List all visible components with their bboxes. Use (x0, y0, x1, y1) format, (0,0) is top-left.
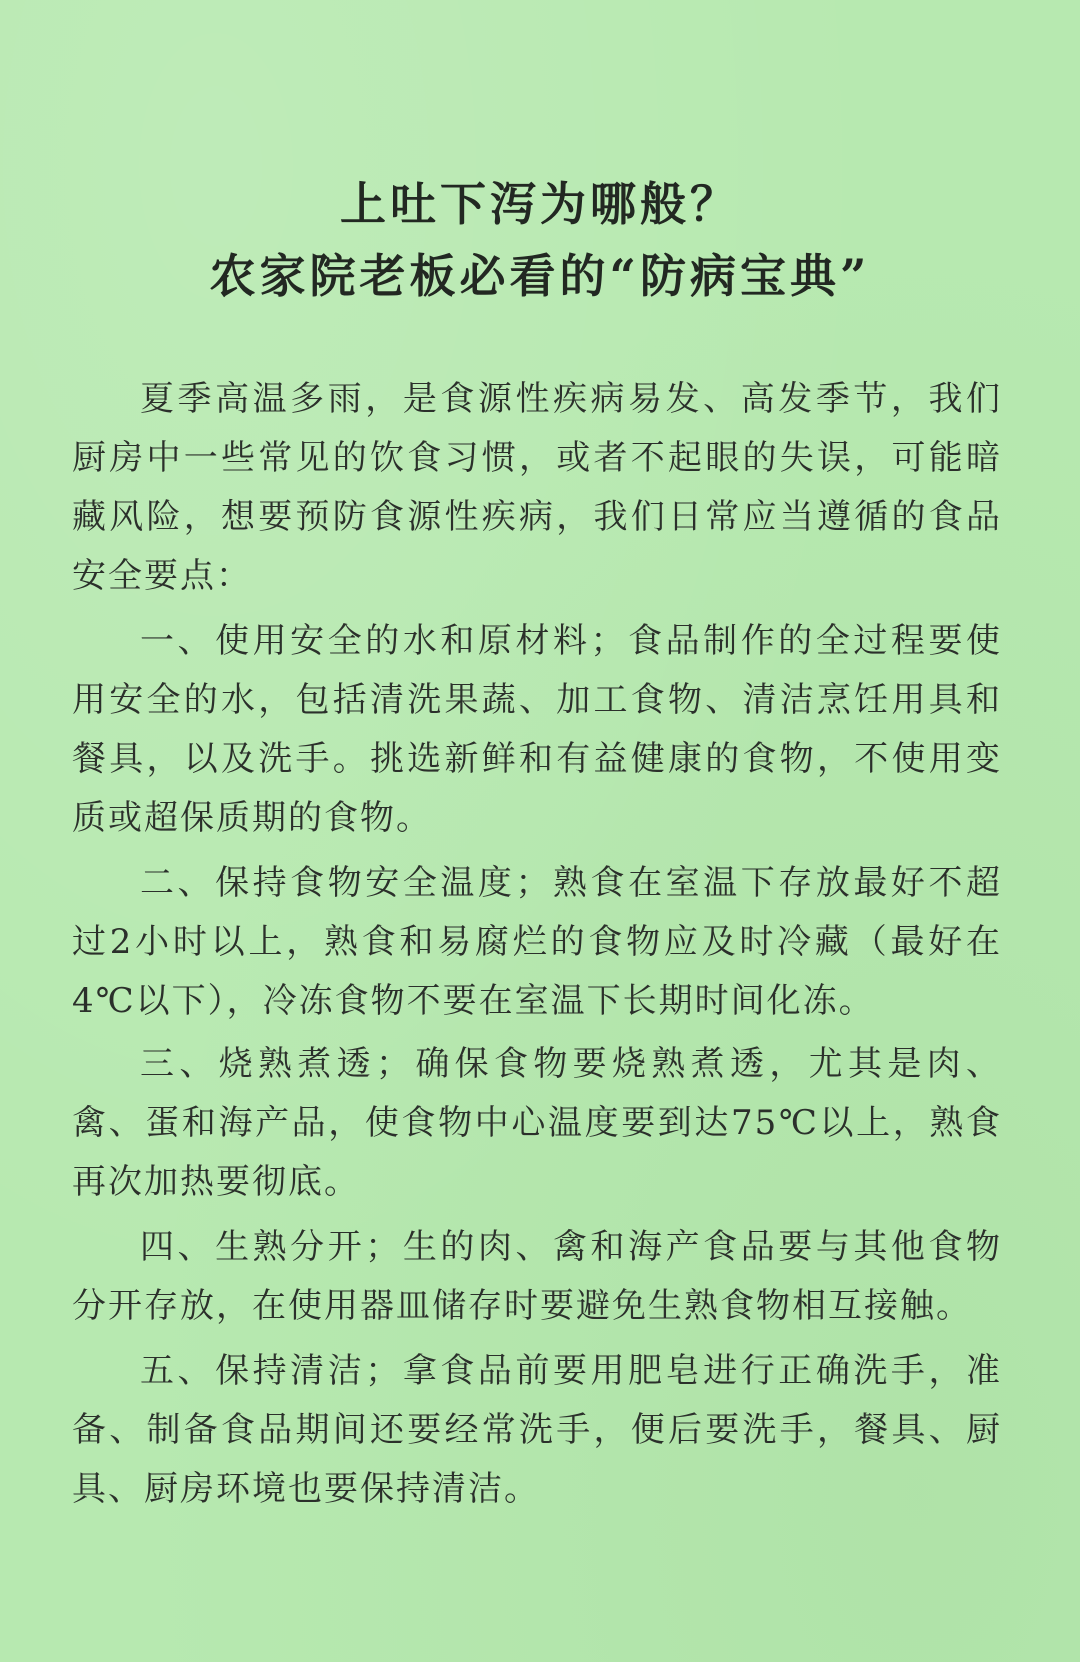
point-1-paragraph: 一、使用安全的水和原材料；食品制作的全过程要使用安全的水，包括清洗果蔬、加工食物、清洁烹饪用具和餐具，以及洗手。挑选新鲜和有益健康的食物，不使用变质或超保质期的食物。 (72, 621, 1002, 838)
document-title-line-1: 上吐下泻为哪般？ (340, 177, 740, 231)
document-title-line-2: 农家院老板必看的“防病宝典” (209, 249, 871, 303)
document-body (72, 370, 1002, 1519)
point-5-paragraph: 五、保持清洁；拿食品前要用肥皂进行正确洗手，准备、制备食品期间还要经常洗手，便后要洗手，餐具、厨具、厨房环境也要保持清洁。 (72, 1351, 1002, 1509)
intro-paragraph: 夏季高温多雨，是食源性疾病易发、高发季节，我们厨房中一些常见的饮食习惯，或者不起眼的失误，可能暗藏风险，想要预防食源性疾病，我们日常应当遵循的食品安全要点： (72, 379, 1002, 596)
point-2-paragraph: 二、保持食物安全温度；熟食在室温下存放最好不超过2小时以上，熟食和易腐烂的食物应及时冷藏（最好在4℃以下），冷冻食物不要在室温下长期时间化冻。 (72, 863, 1002, 1021)
point-3-paragraph: 三、烧熟煮透；确保食物要烧熟煮透，尤其是肉、禽、蛋和海产品，使食物中心温度要到达75℃以上，熟食再次加热要彻底。 (72, 1044, 1002, 1202)
point-4-paragraph: 四、生熟分开；生的肉、禽和海产食品要与其他食物分开存放，在使用器皿储存时要避免生熟食物相互接触。 (72, 1227, 1002, 1326)
